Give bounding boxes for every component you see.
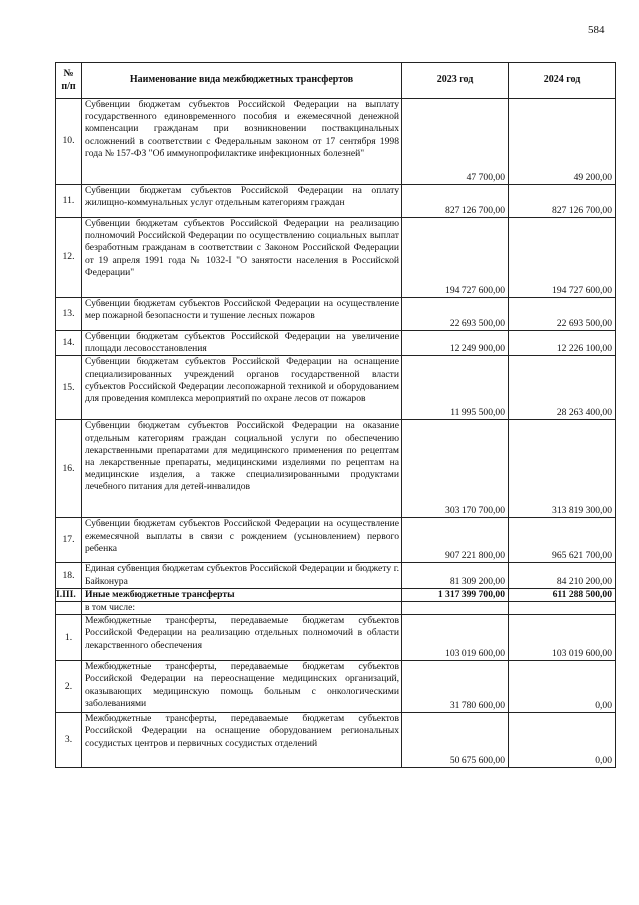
row-name: Субвенции бюджетам субъектов Российской Федерации на выплату государственного единовременного пособия и ежемесячной денежной компенсации гражданам при возникновении поствакцинальных осложнений в соответствии с Федеральным законом от 17 сентября 1998 года № 157-ФЗ "Об иммунопрофилактике инфекционных болезней" [82, 99, 402, 185]
row-name: Субвенции бюджетам субъектов Российской Федерации на осуществление мер пожарной безопасности и тушение лесных пожаров [82, 298, 402, 331]
section-number: I.III. [56, 588, 82, 601]
section-value-2023: 1 317 399 700,00 [402, 588, 509, 601]
section-value-2024: 611 288 500,00 [509, 588, 616, 601]
header-num [56, 63, 82, 99]
header-row [56, 63, 616, 99]
value-2023: 81 309 200,00 [402, 563, 509, 588]
value-2023: 194 727 600,00 [402, 218, 509, 298]
row-name: Межбюджетные трансферты, передаваемые бюджетам субъектов Российской Федерации на переоснащение медицинских организаций, оказывающих медицинскую помощь больным с онкологическими заболеваниями [82, 661, 402, 713]
value-2023: 827 126 700,00 [402, 185, 509, 218]
value-2024: 22 693 500,00 [509, 298, 616, 331]
table-row [56, 99, 616, 185]
row-number: 17. [56, 518, 82, 563]
row-name: Субвенции бюджетам субъектов Российской Федерации на оснащение специализированных учреждений органов государственной власти субъектов Российской Федерации лесопожарной техникой и оборудованием для проведения комплекса мероприятий по охране лесов от пожаров [82, 356, 402, 420]
table-body [56, 99, 616, 768]
row-name: Межбюджетные трансферты, передаваемые бюджетам субъектов Российской Федерации на реализацию отдельных полномочий в области лекарственного обеспечения [82, 615, 402, 661]
table-row [56, 218, 616, 298]
value-2023: 103 019 600,00 [402, 615, 509, 661]
value-2024: 965 621 700,00 [509, 518, 616, 563]
value-2024: 84 210 200,00 [509, 563, 616, 588]
table-row [56, 563, 616, 588]
row-number: 12. [56, 218, 82, 298]
value-2023: 50 675 600,00 [402, 713, 509, 768]
sub-row [56, 713, 616, 768]
table-row [56, 331, 616, 356]
header-2023: 2023 год [402, 63, 509, 99]
transfers-table [55, 62, 616, 768]
row-name: Единая субвенция бюджетам субъектов Российской Федерации и бюджету г. Байконура [82, 563, 402, 588]
sub-row [56, 661, 616, 713]
section-name: Иные межбюджетные трансферты [82, 588, 402, 601]
value-2023: 907 221 800,00 [402, 518, 509, 563]
sub-row [56, 615, 616, 661]
row-name: Субвенции бюджетам субъектов Российской Федерации на увеличение площади лесовосстановления [82, 331, 402, 356]
value-2024: 827 126 700,00 [509, 185, 616, 218]
row-number: 11. [56, 185, 82, 218]
including-label: в том числе: [82, 602, 402, 615]
value-2024: 0,00 [509, 713, 616, 768]
header-2024: 2024 год [509, 63, 616, 99]
row-number: 14. [56, 331, 82, 356]
row-name: Субвенции бюджетам субъектов Российской Федерации на реализацию полномочий Российской Федерации по осуществлению социальных выплат безработным гражданам в соответствии с Законом Российской Федерации от 19 апреля 1991 года № 1032-I "О занятости населения в Российской Федерации" [82, 218, 402, 298]
table-row [56, 356, 616, 420]
row-number: 2. [56, 661, 82, 713]
row-number: 3. [56, 713, 82, 768]
including-row [56, 602, 616, 615]
header-name: Наименование вида межбюджетных трансфертов [82, 63, 402, 99]
section-row [56, 588, 616, 601]
value-2023: 11 995 500,00 [402, 356, 509, 420]
header-num-text: № п/п [61, 68, 76, 92]
value-2023: 303 170 700,00 [402, 420, 509, 518]
table-row [56, 185, 616, 218]
row-number: 15. [56, 356, 82, 420]
including-num-cell [56, 602, 82, 615]
table-row [56, 420, 616, 518]
value-2024: 103 019 600,00 [509, 615, 616, 661]
table-row [56, 518, 616, 563]
row-number: 18. [56, 563, 82, 588]
value-2024: 194 727 600,00 [509, 218, 616, 298]
value-2024: 313 819 300,00 [509, 420, 616, 518]
row-name: Субвенции бюджетам субъектов Российской Федерации на оказание отдельным категориям граждан социальной услуги по обеспечению лекарственными препаратами для медицинского применения по рецептам на лекарственные препараты, медицинскими изделиями по рецептам на медицинские изделия, а также специализированными продуктами лечебного питания для детей-инвалидов [82, 420, 402, 518]
value-2024: 28 263 400,00 [509, 356, 616, 420]
row-number: 16. [56, 420, 82, 518]
value-2023: 22 693 500,00 [402, 298, 509, 331]
value-2024: 0,00 [509, 661, 616, 713]
value-2023: 12 249 900,00 [402, 331, 509, 356]
including-value-2023 [402, 602, 509, 615]
including-value-2024 [509, 602, 616, 615]
value-2023: 31 780 600,00 [402, 661, 509, 713]
value-2024: 12 226 100,00 [509, 331, 616, 356]
value-2023: 47 700,00 [402, 99, 509, 185]
value-2024: 49 200,00 [509, 99, 616, 185]
row-name: Межбюджетные трансферты, передаваемые бюджетам субъектов Российской Федерации на оснащение оборудованием региональных сосудистых центров и первичных сосудистых отделений [82, 713, 402, 768]
row-name: Субвенции бюджетам субъектов Российской Федерации на осуществление ежемесячной выплаты в связи с рождением (усыновлением) первого ребенка [82, 518, 402, 563]
row-number: 1. [56, 615, 82, 661]
table-row [56, 298, 616, 331]
row-number: 13. [56, 298, 82, 331]
page-number: 584 [588, 24, 605, 36]
row-name: Субвенции бюджетам субъектов Российской Федерации на оплату жилищно-коммунальных услуг отдельным категориям граждан [82, 185, 402, 218]
row-number: 10. [56, 99, 82, 185]
